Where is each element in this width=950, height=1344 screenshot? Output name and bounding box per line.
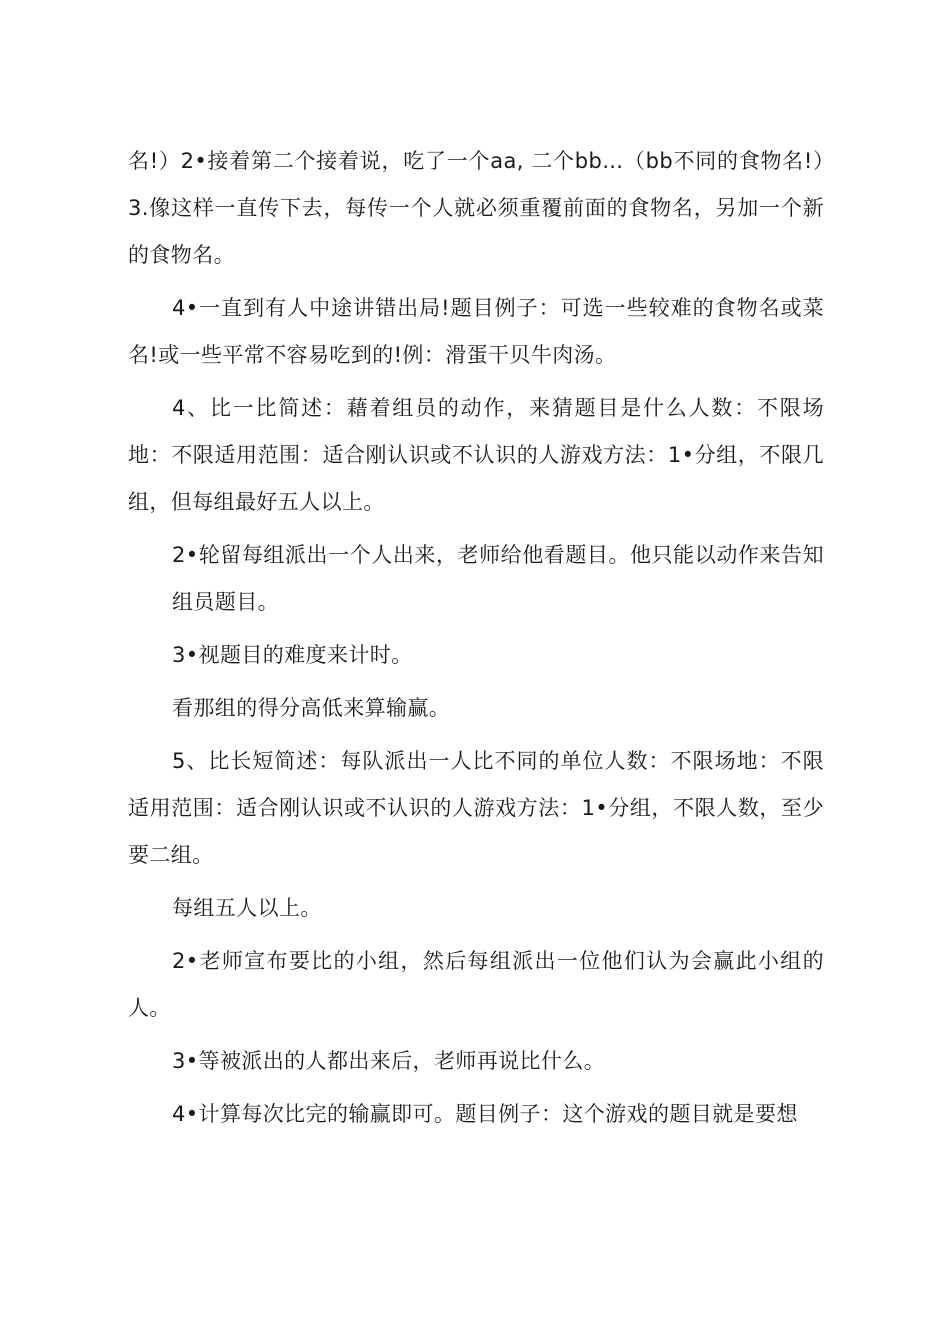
document-body xyxy=(128,138,824,1144)
paragraph-3: 4、比一比简述：藉着组员的动作，来猜题目是什么人数：不限场地：不限适用范围：适合刚认识或不认识的人游戏方法：1•分组，不限几组，但每组最好五人以上。 xyxy=(128,396,824,514)
paragraph-8: 每组五人以上。 xyxy=(172,896,322,920)
paragraph-10: 3•等被派出的人都出来后，老师再说比什么。 xyxy=(172,1049,606,1073)
paragraph-6: 看那组的得分高低来算输赢。 xyxy=(172,696,451,720)
paragraph-5: 3•视题目的难度来计时。 xyxy=(172,643,413,667)
paragraph-7: 5、比长短简述：每队派出一人比不同的单位人数：不限场地：不限适用范围：适合刚认识或不认识的人游戏方法：1•分组，不限人数，至少要二组。 xyxy=(128,749,824,867)
paragraph-2: 4•一直到有人中途讲错出局!题目例子：可选一些较难的食物名或菜名!或一些平常不容易吃到的!例：滑蛋干贝牛肉汤。 xyxy=(128,296,824,367)
paragraph-1: 名!）2•接着第二个接着说，吃了一个aa, 二个bb…（bb不同的食物名!）3.像这样一直传下去，每传一个人就必须重覆前面的食物名，另加一个新的食物名。 xyxy=(128,149,824,267)
paragraph-9: 2•老师宣布要比的小组，然后每组派出一位他们认为会赢此小组的人。 xyxy=(128,949,824,1020)
paragraph-11: 4•计算每次比完的输赢即可。题目例子：这个游戏的题目就是要想 xyxy=(172,1102,798,1126)
paragraph-4: 2•轮留每组派出一个人出来，老师给他看题目。他只能以动作来告知组员题目。 xyxy=(172,543,824,614)
